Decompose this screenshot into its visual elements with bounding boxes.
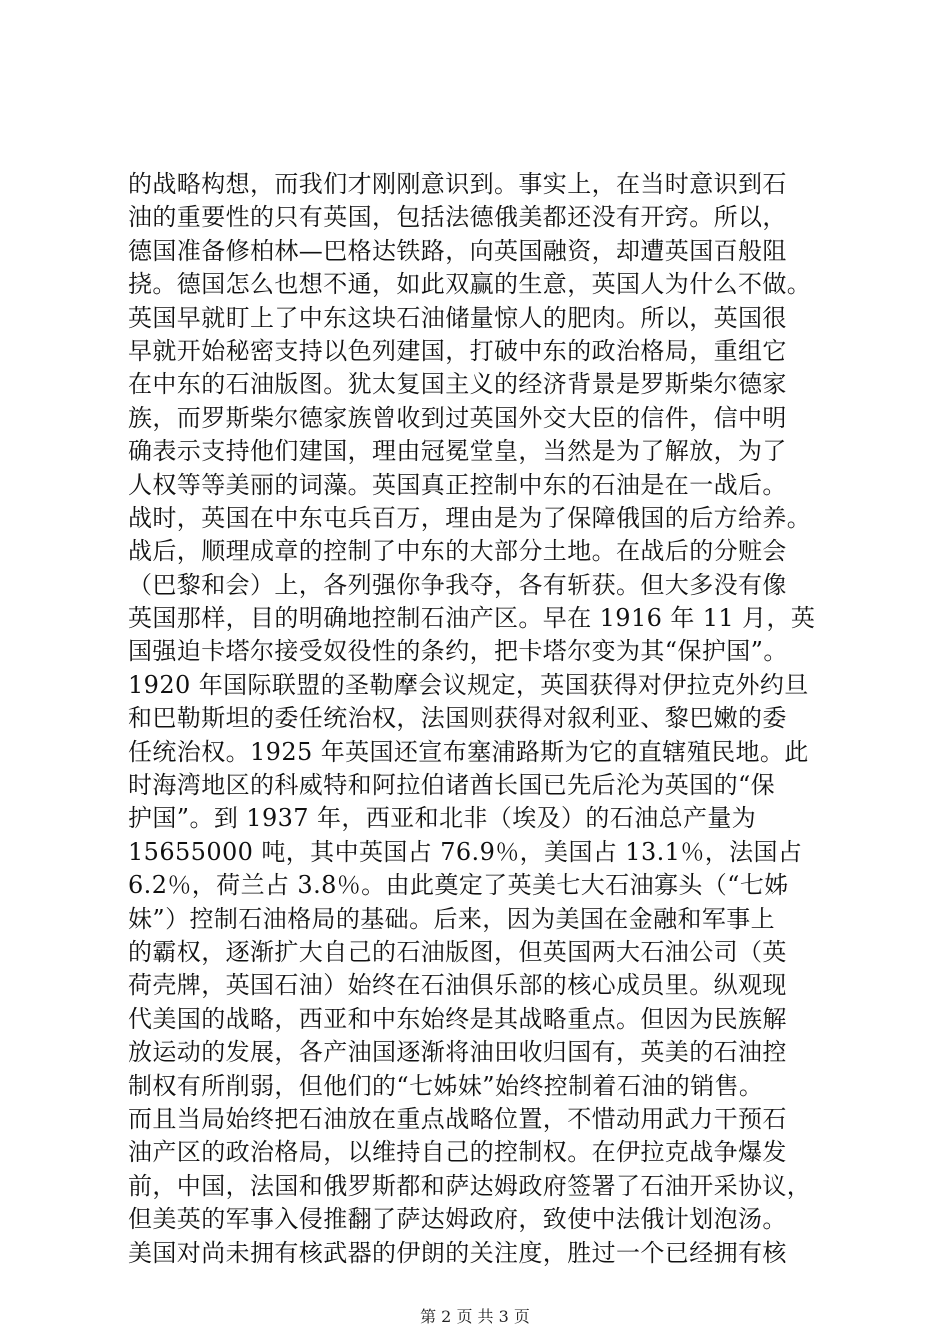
text-line: 油产区的政治格局，以维持自己的控制权。在伊拉克战争爆发 — [128, 1138, 787, 1167]
text-line: 6.2％，荷兰占 3.8％。由此奠定了英美七大石油寡头（“七姊 — [128, 871, 789, 900]
text-line: 护国”。到 1937 年，西亚和北非（埃及）的石油总产量为 — [128, 804, 757, 833]
text-line: 但美英的军事入侵推翻了萨达姆政府，致使中法俄计划泡汤。 — [128, 1205, 787, 1234]
text-line: 英国那样，目的明确地控制石油产区。早在 1916 年 11 月，英 — [128, 604, 816, 633]
text-line: 英国早就盯上了中东这块石油储量惊人的肥肉。所以，英国很 — [128, 303, 787, 332]
text-line: 和巴勒斯坦的委任统治权，法国则获得对叙利亚、黎巴嫩的委 — [128, 704, 787, 733]
text-line: 15655000 吨，其中英国占 76.9％，美国占 13.1％，法国占 — [128, 837, 803, 866]
text-line: 确表示支持他们建国，理由冠冕堂皇，当然是为了解放，为了 — [128, 437, 787, 466]
text-line: 任统治权。1925 年英国还宣布塞浦路斯为它的直辖殖民地。此 — [128, 737, 809, 766]
text-line: 放运动的发展，各产油国逐渐将油田收归国有，英美的石油控 — [128, 1038, 787, 1067]
text-line: 在中东的石油版图。犹太复国主义的经济背景是罗斯柴尔德家 — [128, 370, 787, 399]
text-line: 1920 年国际联盟的圣勒摩会议规定，英国获得对伊拉克外约旦 — [128, 670, 809, 699]
text-line: 的霸权，逐渐扩大自己的石油版图，但英国两大石油公司（英 — [128, 937, 787, 966]
text-line: 妹”）控制石油格局的基础。后来，因为美国在金融和军事上 — [128, 904, 776, 933]
text-line: 德国准备修柏林—巴格达铁路，向英国融资，却遭英国百般阻 — [128, 236, 787, 265]
page-number-footer: 第 2 页 共 3 页 — [420, 1307, 530, 1326]
text-line: 早就开始秘密支持以色列建国，打破中东的政治格局，重组它 — [128, 336, 787, 365]
text-line: 国强迫卡塔尔接受奴役性的条约，把卡塔尔变为其“保护国”。 — [128, 637, 788, 666]
text-line: 族，而罗斯柴尔德家族曾收到过英国外交大臣的信件，信中明 — [128, 403, 787, 432]
text-line: 代美国的战略，西亚和中东始终是其战略重点。但因为民族解 — [128, 1004, 787, 1033]
text-line: （巴黎和会）上，各列强你争我夺，各有斩获。但大多没有像 — [128, 570, 787, 599]
text-line: 前，中国，法国和俄罗斯都和萨达姆政府签署了石油开采协议， — [128, 1171, 812, 1200]
text-line: 战时，英国在中东屯兵百万，理由是为了保障俄国的后方给养。 — [128, 503, 812, 532]
text-line: 油的重要性的只有英国，包括法德俄美都还没有开窍。所以， — [128, 203, 787, 232]
text-line: 制权有所削弱，但他们的“七姊妹”始终控制着石油的销售。 — [128, 1071, 764, 1100]
text-line: 时海湾地区的科威特和阿拉伯诸酋长国已先后沦为英国的“保 — [128, 771, 776, 800]
text-line: 荷壳牌，英国石油）始终在石油俱乐部的核心成员里。纵观现 — [128, 971, 787, 1000]
text-line: 挠。德国怎么也想不通，如此双赢的生意，英国人为什么不做。 — [128, 270, 812, 299]
text-line: 的战略构想，而我们才刚刚意识到。事实上，在当时意识到石 — [128, 170, 787, 198]
text-line: 美国对尚未拥有核武器的伊朗的关注度，胜过一个已经拥有核 — [128, 1238, 787, 1267]
text-line: 而且当局始终把石油放在重点战略位置，不惜动用武力干预石 — [128, 1104, 787, 1133]
text-line: 人权等等美丽的词藻。英国真正控制中东的石油是在一战后。 — [128, 470, 787, 499]
body-paragraph — [128, 168, 848, 1270]
text-line: 战后，顺理成章的控制了中东的大部分土地。在战后的分赃会 — [128, 537, 787, 566]
